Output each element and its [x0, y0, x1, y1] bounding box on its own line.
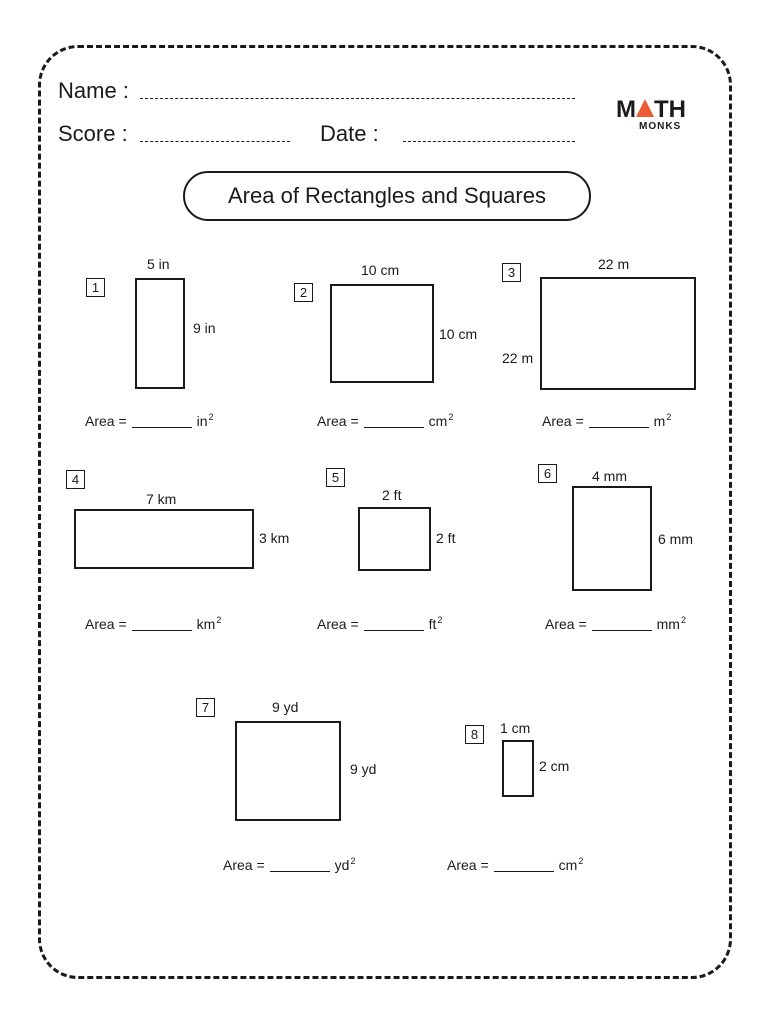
answer-blank[interactable] [364, 630, 424, 631]
problem-number: 8 [465, 725, 484, 744]
answer-blank[interactable] [364, 427, 424, 428]
rectangle-shape [135, 278, 185, 389]
top-dimension: 22 m [598, 256, 630, 272]
score-label: Score : [58, 121, 128, 146]
area-answer: Area = $cm^2$ [317, 412, 454, 429]
square-shape [358, 507, 431, 571]
side-dimension: 9 yd [350, 761, 377, 777]
top-dimension: 2 ft [382, 487, 402, 503]
square-shape [540, 277, 696, 390]
problem-number: 1 [86, 278, 105, 297]
side-dimension: 2 ft [436, 530, 456, 546]
top-dimension: 1 cm [500, 720, 531, 736]
answer-blank[interactable] [132, 427, 192, 428]
rectangle-shape [572, 486, 652, 591]
square-shape [330, 284, 434, 383]
top-dimension: 9 yd [272, 699, 299, 715]
area-answer: Area = $in^2$ [85, 412, 214, 429]
top-dimension: 10 cm [361, 262, 400, 278]
answer-blank[interactable] [132, 630, 192, 631]
name-field[interactable] [140, 98, 575, 99]
rectangle-shape [74, 509, 254, 569]
area-answer: Area = $mm^2$ [545, 615, 686, 632]
problem-number: 2 [294, 283, 313, 302]
top-dimension: 5 in [147, 256, 170, 272]
rectangle-shape [502, 740, 534, 797]
side-dimension: 10 cm [439, 326, 478, 342]
date-field[interactable] [403, 141, 575, 142]
answer-blank[interactable] [494, 871, 554, 872]
side-dimension: 9 in [193, 320, 216, 336]
score-field[interactable] [140, 141, 290, 142]
answer-blank[interactable] [589, 427, 649, 428]
problem-number: 4 [66, 470, 85, 489]
problem-number: 3 [502, 263, 521, 282]
answer-blank[interactable] [270, 871, 330, 872]
side-dimension: 2 cm [539, 758, 570, 774]
side-dimension: 3 km [259, 530, 290, 546]
side-dimension: 22 m [502, 350, 534, 366]
top-dimension: 7 km [146, 491, 177, 507]
area-answer: Area = $ft^2$ [317, 615, 443, 632]
name-label: Name : [58, 78, 129, 103]
area-answer: Area = $yd^2$ [223, 856, 356, 873]
top-dimension: 4 mm [592, 468, 627, 484]
area-answer: Area = $m^2$ [542, 412, 672, 429]
answer-blank[interactable] [592, 630, 652, 631]
worksheet-title: Area of Rectangles and Squares [183, 171, 591, 221]
square-shape [235, 721, 341, 821]
math-monks-logo: M TH MONKS [616, 96, 686, 132]
problem-number: 7 [196, 698, 215, 717]
triangle-icon [636, 99, 654, 117]
side-dimension: 6 mm [658, 531, 693, 547]
problem-number: 5 [326, 468, 345, 487]
problem-number: 6 [538, 464, 557, 483]
area-answer: Area = $km^2$ [85, 615, 222, 632]
area-answer: Area = $cm^2$ [447, 856, 584, 873]
date-label: Date : [320, 121, 379, 146]
